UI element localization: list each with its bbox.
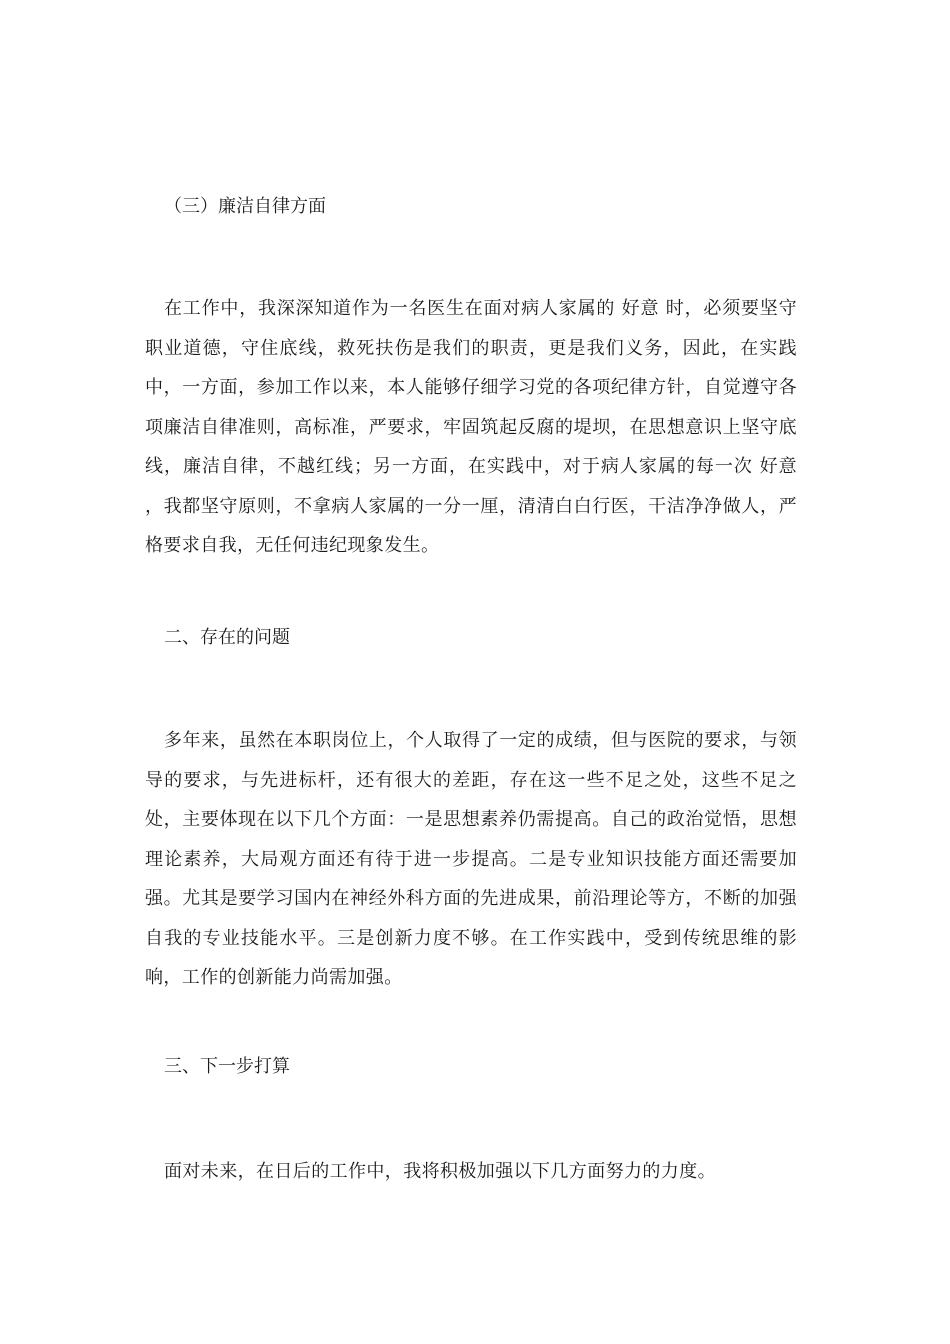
section-paragraph-problems: 多年来，虽然在本职岗位上，个人取得了一定的成绩，但与医院的要求，与领导的要求，与先进标杆，还有很大的差距，存在这一些不足之处，这些不足之处，主要体现在以下几个方面：一是思想素养仍需提高。自己的政治觉悟，思想理论素养，大局观方面还有待于进一步提高。二是专业知识技能方面还需要加强。尤其是要学习国内在神经外科方面的先进成果，前沿理论等方，不断的加强自我的专业技能水平。三是创新力度不够。在工作实践中，受到传统思维的影响，工作的创新能力尚需加强。 xyxy=(145,730,797,988)
section-heading-next-steps: 三、下一步打算 xyxy=(164,1056,290,1077)
section-heading-integrity: （三）廉洁自律方面 xyxy=(164,196,326,217)
section-paragraph-integrity: 在工作中，我深深知道作为一名医生在面对病人家属的 好意 时，必须要坚守职业道德，守住底线，救死扶伤是我们的职责，更是我们义务，因此，在实践中，一方面，参加工作以来，本人能够仔细学习党的各项纪律方针，自觉遵守各项廉洁自律准则，高标准，严要求，牢固筑起反腐的堤坝，在思想意识上坚守底线，廉洁自律，不越红线；另一方面，在实践中，对于病人家属的每一次 好意 ，我都坚守原则，不拿病人家属的一分一厘，清清白白行医，干洁净净做人，严格要求自我，无任何违纪现象发生。 xyxy=(145,298,797,556)
section-paragraph-next-steps: 面对未来，在日后的工作中，我将积极加强以下几方面努力的力度。 xyxy=(164,1161,716,1182)
section-heading-problems: 二、存在的问题 xyxy=(164,627,290,648)
